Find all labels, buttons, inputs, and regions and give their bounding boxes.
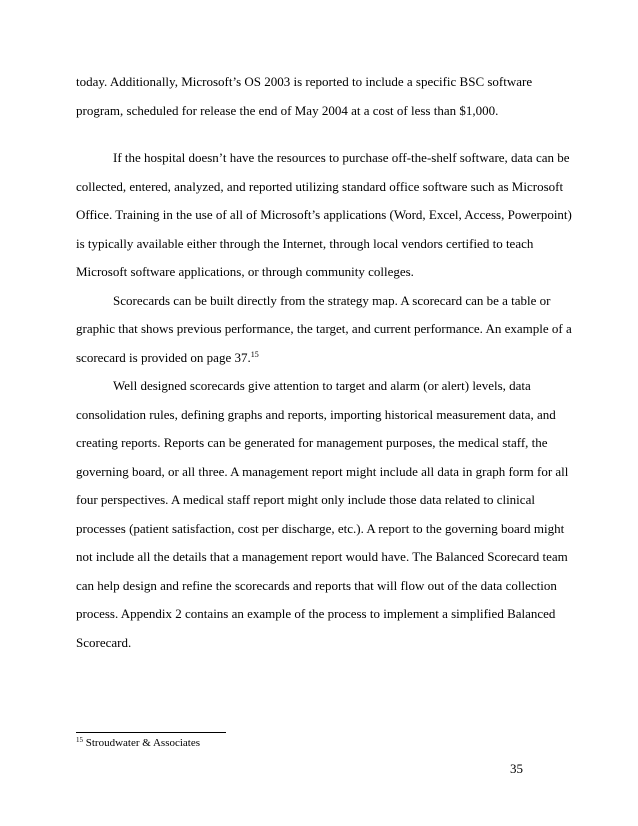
body-text-line: Well designed scorecards give attention to target and alarm (or alert) levels, data bbox=[113, 378, 531, 393]
footnote-text: Stroudwater & Associates bbox=[85, 737, 201, 749]
body-text-line: governing board, or all three. A management report might include all data in graph form for all bbox=[76, 464, 569, 479]
body-text-line: Office. Training in the use of all of Microsoft’s applications (Word, Excel, Access, Powerpoint) bbox=[76, 207, 572, 222]
body-text-line: not include all the details that a management report would have. The Balanced Scorecard team bbox=[76, 549, 568, 564]
body-text-line: Microsoft software applications, or through community colleges. bbox=[76, 264, 414, 279]
footnote-separator bbox=[76, 732, 226, 733]
body-text-line: Scorecards can be built directly from the strategy map. A scorecard can be a table or bbox=[113, 293, 551, 308]
body-text-line: If the hospital doesn’t have the resources to purchase off-the-shelf software, data can be bbox=[113, 150, 570, 165]
footnote-number: 15 bbox=[76, 736, 83, 744]
body-text-line: program, scheduled for release the end of May 2004 at a cost of less than $1,000. bbox=[76, 103, 499, 118]
body-text-line: Scorecard. bbox=[76, 635, 132, 650]
body-text-line: is typically available either through the Internet, through local vendors certified to teach bbox=[76, 236, 534, 251]
body-text-line: four perspectives. A medical staff report might only include those data related to clinical bbox=[76, 492, 535, 507]
body-text-line: today. Additionally, Microsoft’s OS 2003 is reported to include a specific BSC software bbox=[76, 74, 533, 89]
body-text-line bbox=[76, 350, 259, 365]
footnote-reference: 15 bbox=[250, 350, 259, 359]
page-number: 35 bbox=[510, 761, 523, 776]
body-text: scorecard is provided on page 37. bbox=[76, 350, 251, 365]
body-text-line: process. Appendix 2 contains an example of the process to implement a simplified Balanced bbox=[76, 606, 556, 621]
body-text-line: creating reports. Reports can be generated for management purposes, the medical staff, the bbox=[76, 435, 548, 450]
body-text-line: graphic that shows previous performance, the target, and current performance. An example of a bbox=[76, 321, 572, 336]
body-text-line: can help design and refine the scorecards and reports that will flow out of the data collection bbox=[76, 578, 557, 593]
footnote bbox=[76, 737, 200, 750]
body-text-line: consolidation rules, defining graphs and reports, importing historical measurement data, and bbox=[76, 407, 556, 422]
body-text-line: collected, entered, analyzed, and reported utilizing standard office software such as Microsoft bbox=[76, 179, 564, 194]
body-text-line: processes (patient satisfaction, cost per discharge, etc.). A report to the governing board might bbox=[76, 521, 565, 536]
